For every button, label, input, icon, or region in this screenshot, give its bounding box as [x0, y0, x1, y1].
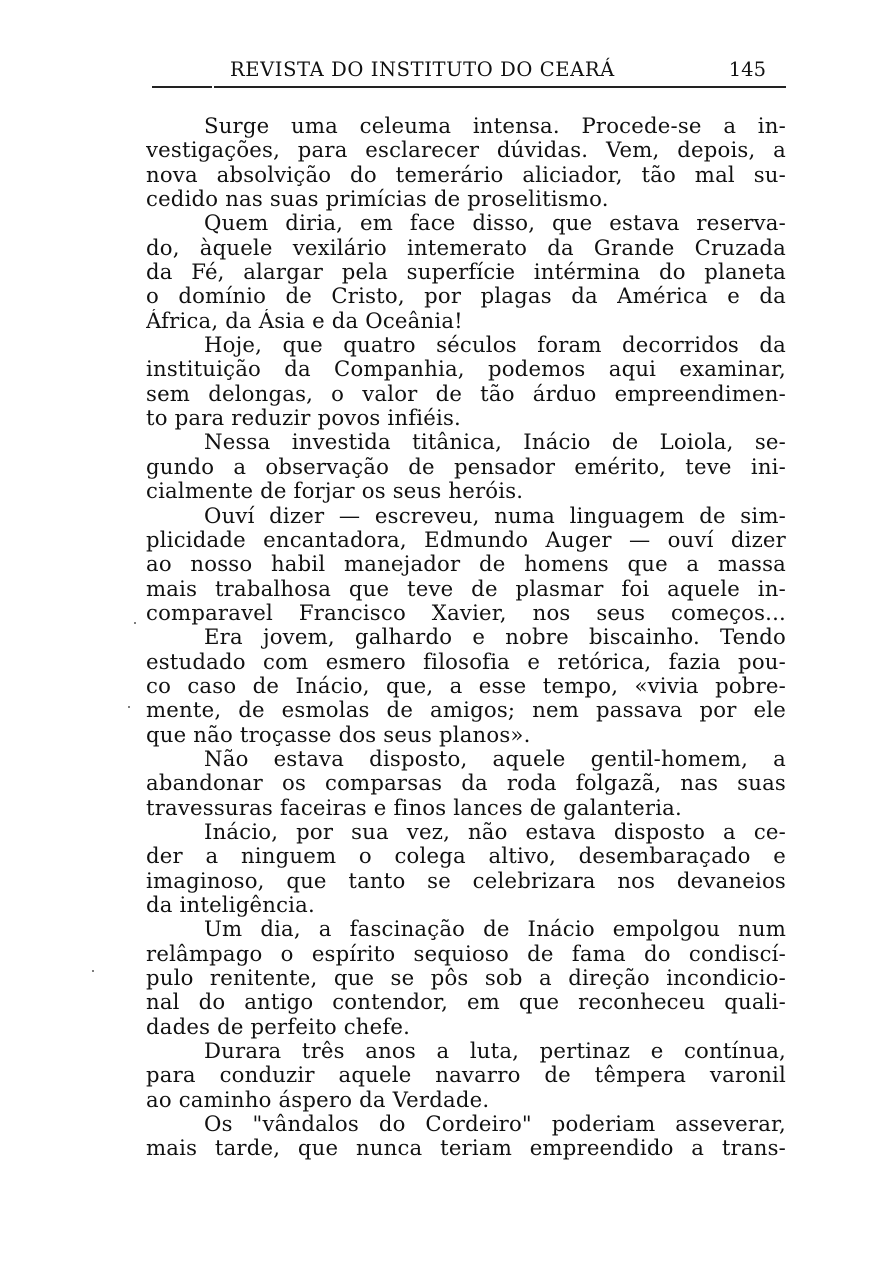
text-line: para conduzir aquele navarro de têmpera varonil — [146, 1063, 786, 1088]
running-title: REVISTA DO INSTITUTO DO CEARÁ — [230, 58, 615, 81]
text-line: Quem diria, em face disso, que estava reserva- — [204, 211, 786, 236]
text-line: Surge uma celeuma intensa. Procede-se a in- — [204, 114, 786, 138]
margin-speck — [128, 706, 130, 708]
text-line: mais trabalhosa que teve de plasmar foi aquele in- — [146, 576, 786, 601]
text-line: gundo a observação de pensador emérito, teve ini- — [146, 454, 786, 479]
text-line: vestigações, para esclarecer dúvidas. Vem, depois, a — [146, 138, 786, 163]
text-line: o domínio de Cristo, por plagas da América e da — [146, 284, 786, 309]
header-rule — [214, 86, 786, 88]
text-line: cialmente de forjar os seus heróis. — [146, 479, 524, 504]
text-line: travessuras faceiras e finos lances de galanteria. — [146, 795, 682, 820]
text-line: mais tarde, que nunca teriam empreendido a trans- — [146, 1136, 786, 1161]
text-line: abandonar os comparsas da roda folgazã, nas suas — [146, 771, 786, 796]
text-line: cedido nas suas primícias de proselitismo. — [146, 187, 609, 212]
text-line: Ouví dizer — escreveu, numa linguagem de sim- — [204, 503, 786, 528]
text-line: nova absolvição do temerário aliciador, tão mal su- — [146, 162, 786, 187]
text-line: da inteligência. — [146, 893, 315, 917]
margin-speck — [134, 622, 136, 624]
text-line: Nessa investida titânica, Inácio de Loiola, se- — [204, 430, 786, 455]
text-line: da Fé, alargar pela superfície intérmina do planeta — [146, 260, 786, 285]
text-line: que não troçasse dos seus planos». — [146, 722, 531, 747]
page-number: 145 — [728, 58, 766, 81]
text-line: plicidade encantadora, Edmundo Auger — ouví dizer — [146, 527, 786, 552]
text-line: Hoje, que quatro séculos foram decorridos da — [204, 333, 786, 358]
text-line: mente, de esmolas de amigos; nem passava por ele — [146, 698, 786, 723]
text-line: Os "vândalos do Cordeiro" poderiam asseverar, — [204, 1112, 786, 1137]
text-line: ao nosso habil manejador de homens que a massa — [146, 552, 786, 577]
text-line: imaginoso, que tanto se celebrizara nos devaneios — [146, 868, 786, 893]
text-line: Inácio, por sua vez, não estava disposto a ce- — [204, 819, 786, 844]
text-line: África, da Ásia e da Oceânia! — [146, 308, 463, 333]
text-line: co caso de Inácio, que, a esse tempo, «vivia pobre- — [146, 673, 786, 698]
text-line: sem delongas, o valor de tão árduo empreendimen- — [146, 381, 786, 406]
text-line: estudado com esmero filosofia e retórica, fazia pou- — [146, 649, 786, 674]
text-line: Não estava disposto, aquele gentil-homem, a — [204, 746, 786, 771]
text-line: comparavel Francisco Xavier, nos seus começos... — [146, 600, 786, 625]
text-line: Era jovem, galhardo e nobre biscainho. Tendo — [204, 625, 786, 650]
text-line: nal do antigo contendor, em que reconheceu quali- — [146, 990, 786, 1015]
text-line: to para reduzir povos infiéis. — [146, 406, 461, 431]
header-rule-left — [152, 86, 212, 88]
text-line: Um dia, a fascinação de Inácio empolgou num — [204, 917, 786, 942]
margin-speck — [92, 970, 94, 972]
text-line: Durara três anos a luta, pertinaz e contínua, — [204, 1039, 786, 1064]
text-line: pulo renitente, que se pôs sob a direção incondicio- — [146, 966, 786, 991]
text-line: dades de perfeito chefe. — [146, 1014, 411, 1039]
text-line: do, àquele vexilário intemerato da Grande Cruzada — [146, 235, 786, 260]
text-line: instituição da Companhia, podemos aqui examinar, — [146, 357, 786, 382]
running-header — [152, 58, 786, 90]
text-line: relâmpago o espírito sequioso de fama do condiscí- — [146, 941, 786, 966]
text-line: ao caminho áspero da Verdade. — [146, 1087, 490, 1112]
text-line: der a ninguem o colega altivo, desembaraçado e — [146, 844, 786, 869]
body-text — [146, 114, 786, 1161]
